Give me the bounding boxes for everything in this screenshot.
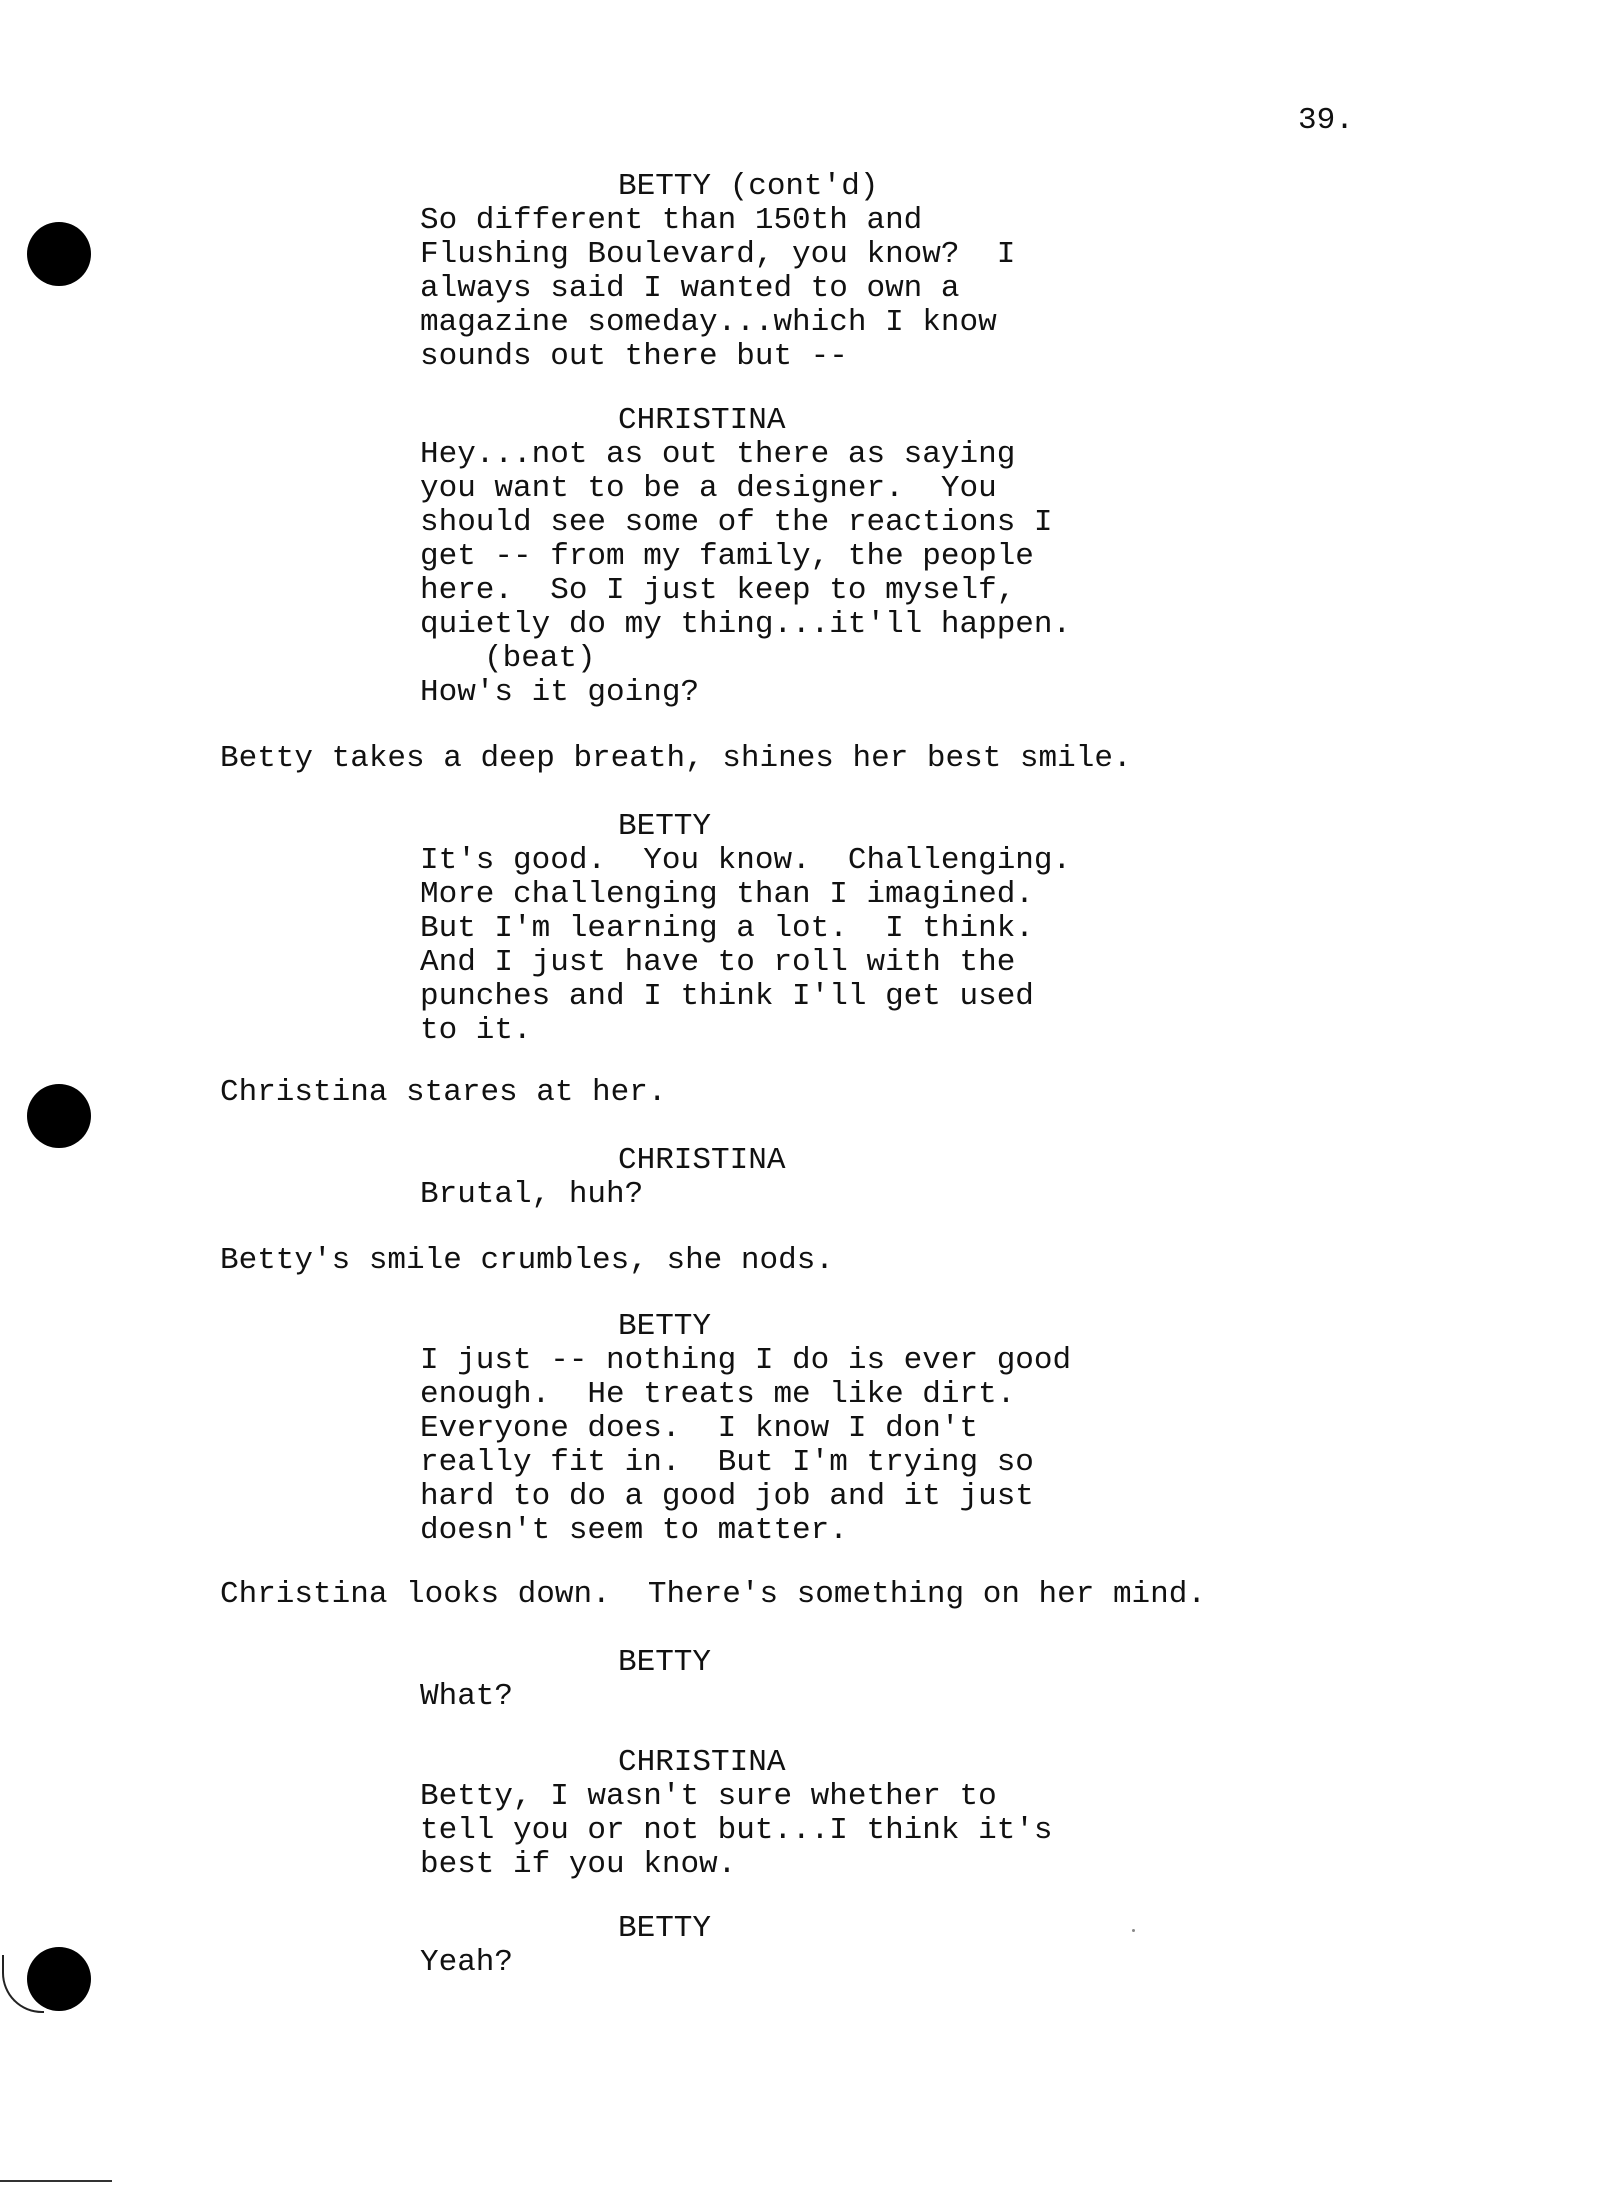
dialogue-line: And I just have to roll with the [420, 945, 1016, 980]
dialogue-line: I just -- nothing I do is ever good [420, 1343, 1072, 1378]
dialogue-line: But I'm learning a lot. I think. [420, 911, 1034, 946]
dialogue-line: hard to do a good job and it just [420, 1479, 1034, 1514]
dialogue-line: Hey...not as out there as saying [420, 437, 1016, 472]
footer-rule [0, 2180, 112, 2182]
character-cue: BETTY (cont'd) [618, 169, 879, 204]
dialogue-line: to it. [420, 1013, 532, 1048]
dialogue-line: Betty, I wasn't sure whether to [420, 1779, 997, 1814]
action-line: Christina looks down. There's something on her mind. [220, 1577, 1206, 1612]
dialogue-line: here. So I just keep to myself, [420, 573, 1016, 608]
character-cue: BETTY [618, 1645, 712, 1680]
dialogue-line: How's it going? [420, 675, 700, 710]
action-line: Betty's smile crumbles, she nods. [220, 1243, 834, 1278]
dialogue-line: magazine someday...which I know [420, 305, 997, 340]
dialogue-line: should see some of the reactions I [420, 505, 1053, 540]
dialogue-line: It's good. You know. Challenging. [420, 843, 1072, 878]
page-number: 39. [1298, 103, 1354, 138]
dialogue-line: Yeah? [420, 1945, 514, 1980]
dialogue-line: best if you know. [420, 1847, 737, 1882]
character-cue: CHRISTINA [618, 403, 786, 438]
action-line: Betty takes a deep breath, shines her best smile. [220, 741, 1132, 776]
dialogue-line: Brutal, huh? [420, 1177, 644, 1212]
dialogue-line: you want to be a designer. You [420, 471, 997, 506]
action-line: Christina stares at her. [220, 1075, 667, 1110]
dialogue-line: sounds out there but -- [420, 339, 848, 374]
dialogue-line: really fit in. But I'm trying so [420, 1445, 1034, 1480]
dialogue-line: What? [420, 1679, 514, 1714]
dialogue-line: So different than 150th and [420, 203, 923, 238]
dialogue-line: punches and I think I'll get used [420, 979, 1034, 1014]
character-cue: CHRISTINA [618, 1143, 786, 1178]
punch-hole-top [27, 222, 91, 286]
dialogue-line: Everyone does. I know I don't [420, 1411, 979, 1446]
dialogue-line: Flushing Boulevard, you know? I [420, 237, 1016, 272]
character-cue: BETTY [618, 1911, 712, 1946]
scan-mark [2, 1955, 44, 2013]
scan-speck [1132, 1929, 1135, 1932]
dialogue-line: More challenging than I imagined. [420, 877, 1034, 912]
dialogue-line: doesn't seem to matter. [420, 1513, 848, 1548]
dialogue-line: always said I wanted to own a [420, 271, 960, 306]
character-cue: CHRISTINA [618, 1745, 786, 1780]
dialogue-line: quietly do my thing...it'll happen. [420, 607, 1072, 642]
character-cue: BETTY [618, 809, 712, 844]
punch-hole-middle [27, 1084, 91, 1148]
dialogue-line: enough. He treats me like dirt. [420, 1377, 1016, 1412]
parenthetical: (beat) [484, 641, 596, 676]
dialogue-line: get -- from my family, the people [420, 539, 1034, 574]
character-cue: BETTY [618, 1309, 712, 1344]
dialogue-line: tell you or not but...I think it's [420, 1813, 1053, 1848]
